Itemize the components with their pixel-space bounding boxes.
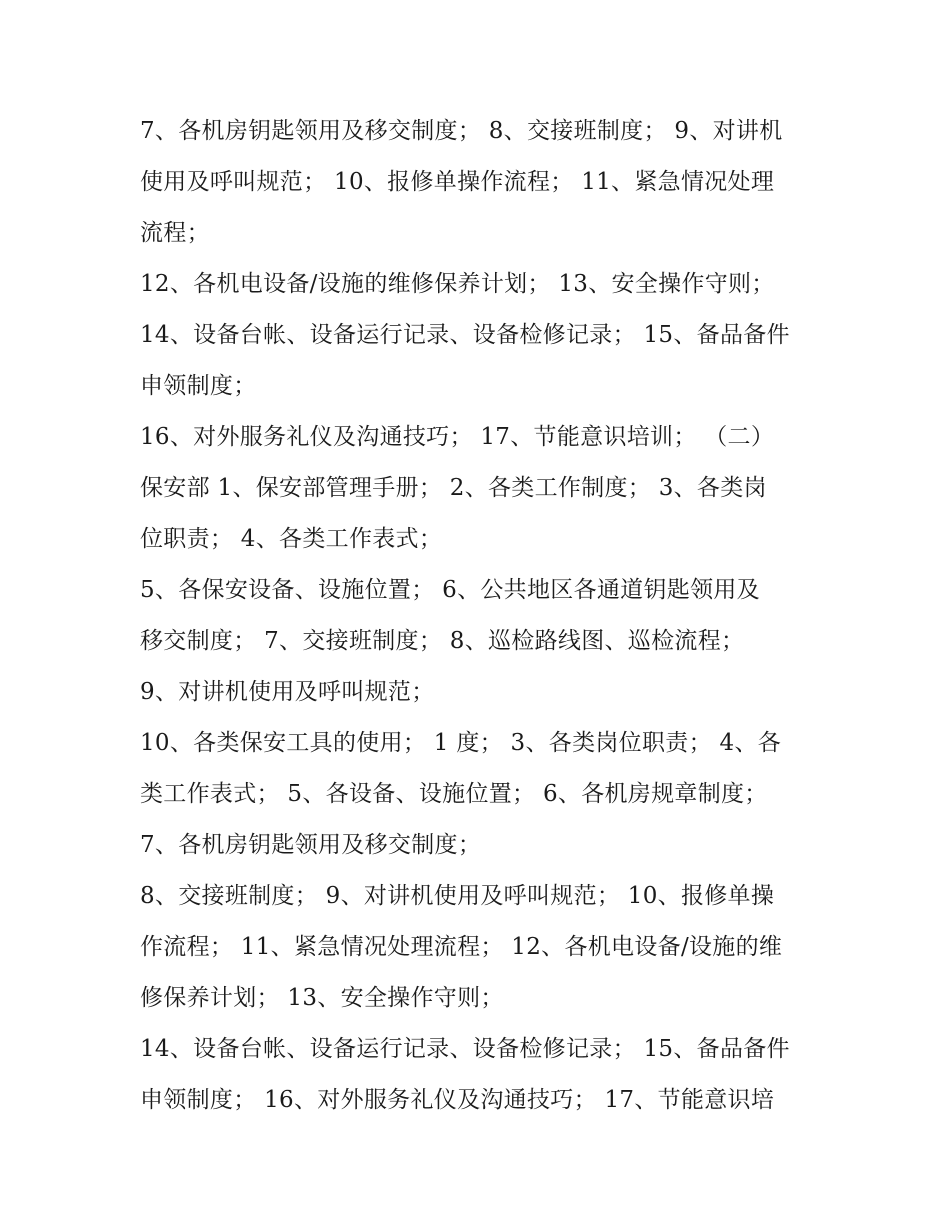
text-line: 申领制度； xyxy=(140,373,257,399)
text-line: 7、各机房钥匙领用及移交制度； 8、交接班制度； 9、对讲机 xyxy=(140,118,783,144)
text-line: 保安部 1、保安部管理手册； 2、各类工作制度； 3、各类岗 xyxy=(140,475,767,501)
text-line: 修保养计划； 13、安全操作守则； xyxy=(140,985,504,1011)
text-line: 类工作表式； 5、各设备、设施位置； 6、各机房规章制度； xyxy=(140,781,768,807)
text-line: 8、交接班制度； 9、对讲机使用及呼叫规范； 10、报修单操 xyxy=(140,883,775,909)
text-line: 移交制度； 7、交接班制度； 8、巡检路线图、巡检流程； xyxy=(140,628,745,654)
text-line: 9、对讲机使用及呼叫规范； xyxy=(140,679,435,705)
text-line: 使用及呼叫规范； 10、报修单操作流程； 11、紧急情况处理 xyxy=(140,169,775,195)
text-line: 10、各类保安工具的使用； 1 度； 3、各类岗位职责； 4、各 xyxy=(140,730,782,756)
text-line: 位职责； 4、各类工作表式； xyxy=(140,526,443,552)
document-body xyxy=(140,106,820,1126)
text-line: 流程； xyxy=(140,220,210,246)
text-line: 14、设备台帐、设备运行记录、设备检修记录； 15、备品备件 xyxy=(140,1036,790,1062)
text-line: 7、各机房钥匙领用及移交制度； xyxy=(140,832,482,858)
text-line: 16、对外服务礼仪及沟通技巧； 17、节能意识培训； （二） xyxy=(140,424,775,450)
text-line: 5、各保安设备、设施位置； 6、公共地区各通道钥匙领用及 xyxy=(140,577,760,603)
text-line: 12、各机电设备/设施的维修保养计划； 13、安全操作守则； xyxy=(140,271,775,297)
text-line: 作流程； 11、紧急情况处理流程； 12、各机电设备/设施的维 xyxy=(140,934,783,960)
text-line: 申领制度； 16、对外服务礼仪及沟通技巧； 17、节能意识培 xyxy=(140,1087,775,1113)
text-line: 14、设备台帐、设备运行记录、设备检修记录； 15、备品备件 xyxy=(140,322,790,348)
